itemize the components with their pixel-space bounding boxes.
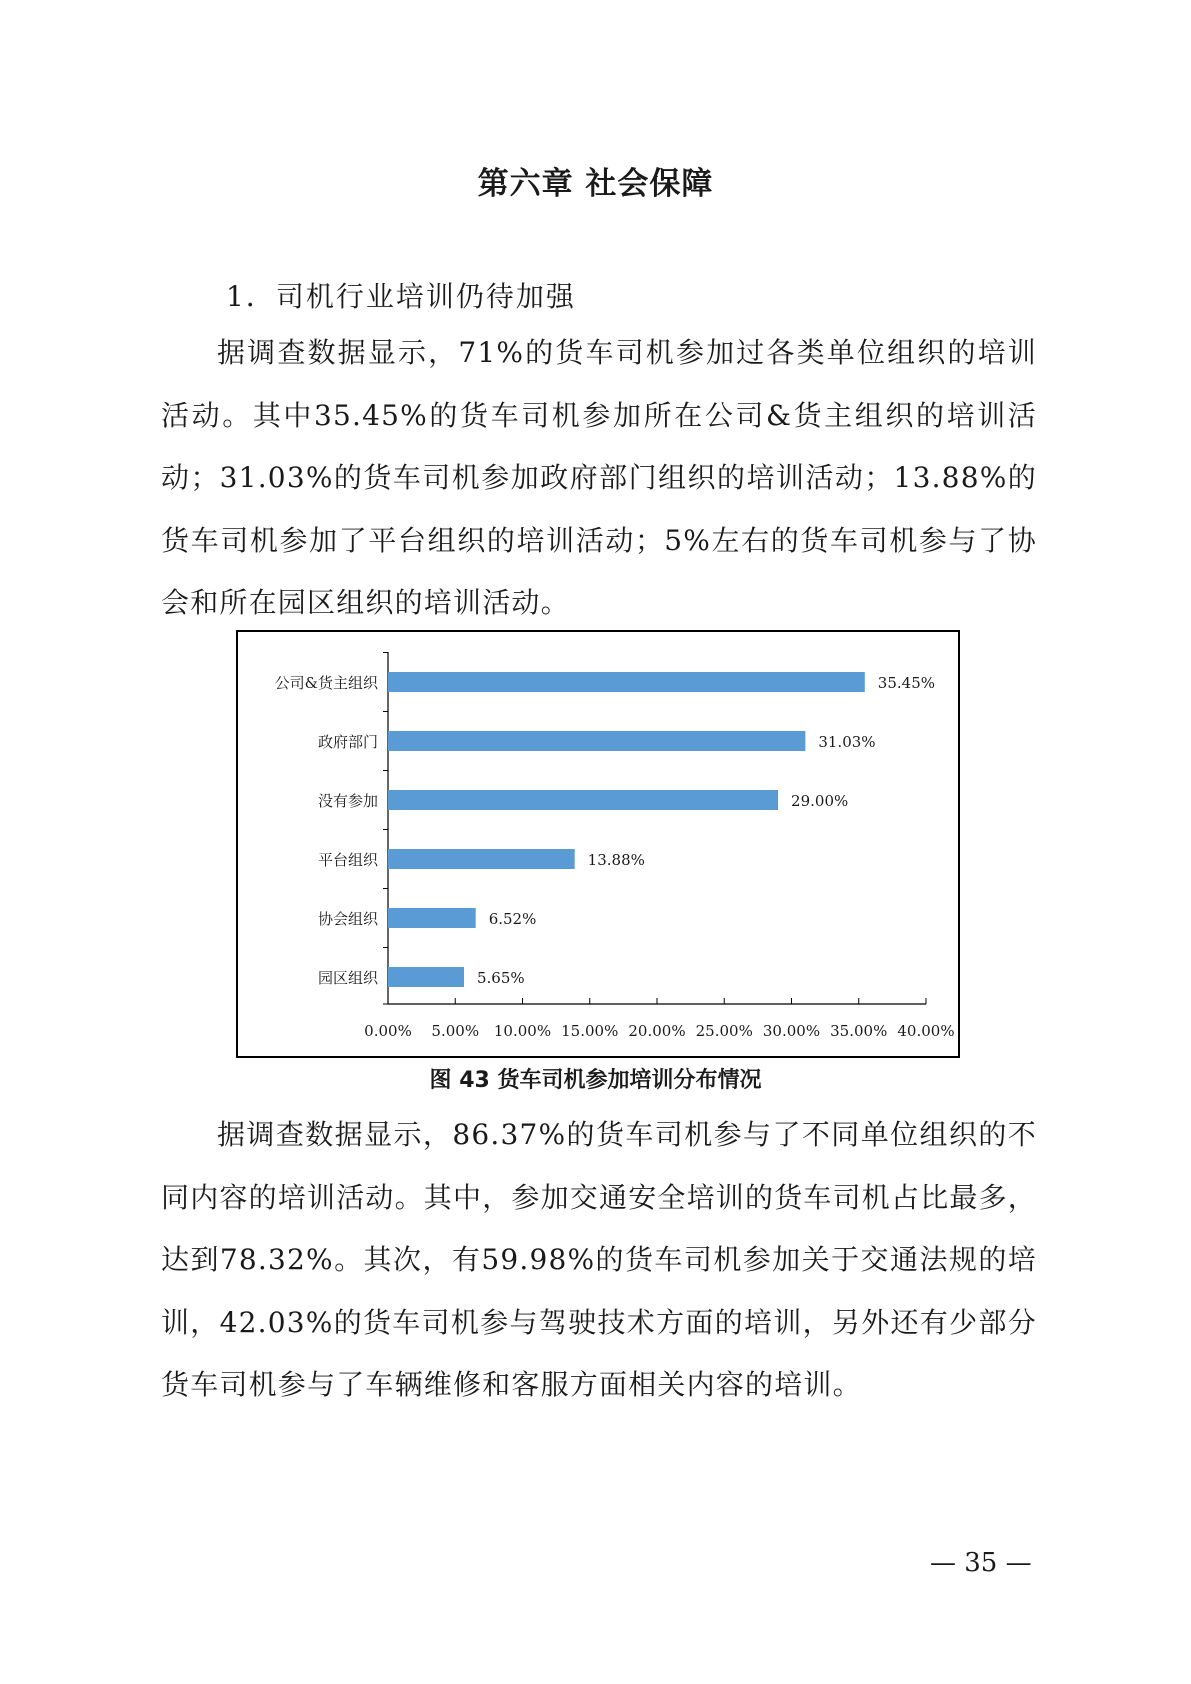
value-label: 6.52% (488, 910, 537, 928)
category-label: 政府部门 (317, 733, 378, 751)
section-heading: 1．司机行业培训仍待加强 (226, 280, 576, 313)
x-tick-label: 15.00% (561, 1022, 619, 1040)
chapter-title: 第六章 社会保障 (477, 166, 714, 202)
page-number: — 35 — (930, 1548, 1032, 1578)
x-tick-label: 20.00% (628, 1022, 686, 1040)
bar-chart-svg (238, 632, 958, 1056)
value-label: 29.00% (791, 792, 849, 810)
bar (388, 908, 476, 928)
bar (388, 731, 805, 751)
category-label: 没有参加 (317, 792, 378, 810)
x-tick-label: 35.00% (830, 1022, 888, 1040)
category-label: 平台组织 (317, 851, 378, 869)
x-tick-label: 30.00% (762, 1022, 821, 1040)
category-label: 公司&货主组织 (274, 674, 378, 692)
x-tick-label: 40.00% (897, 1022, 955, 1040)
bar-chart (236, 630, 960, 1058)
category-label: 协会组织 (317, 910, 378, 928)
bar (388, 790, 778, 810)
category-label: 园区组织 (317, 969, 378, 987)
figure-caption: 图 43 货车司机参加培训分布情况 (429, 1068, 762, 1093)
x-tick-label: 5.00% (431, 1022, 480, 1040)
bar (388, 672, 865, 692)
bar (388, 849, 575, 869)
value-label: 13.88% (587, 851, 645, 869)
paragraph-1: 据调查数据显示，71%的货车司机参加过各类单位组织的培训活动。其中35.45%的货车司机参加所在公司&货主组织的培训活动；31.03%的货车司机参加政府部门组织的培训活动；13.88%的货车司机参加了平台组织的培训活动；5%左右的货车司机参与了协会和所在园区组织的培训活动。 (161, 336, 1037, 619)
paragraph-2: 据调查数据显示，86.37%的货车司机参与了不同单位组织的不同内容的培训活动。其中，参加交通安全培训的货车司机占比最多，达到78.32%。其次，有59.98%的货车司机参加关于交通法规的培训，42.03%的货车司机参与驾驶技术方面的培训，另外还有少部分货车司机参与了车辆维修和客服方面相关内容的培训。 (161, 1118, 1038, 1401)
x-tick-label: 0.00% (364, 1022, 412, 1040)
x-tick-label: 10.00% (493, 1022, 552, 1040)
value-label: 31.03% (818, 733, 876, 751)
x-tick-label: 25.00% (695, 1022, 753, 1040)
value-label: 35.45% (877, 674, 936, 692)
value-label: 5.65% (476, 969, 525, 987)
bar (388, 967, 464, 987)
